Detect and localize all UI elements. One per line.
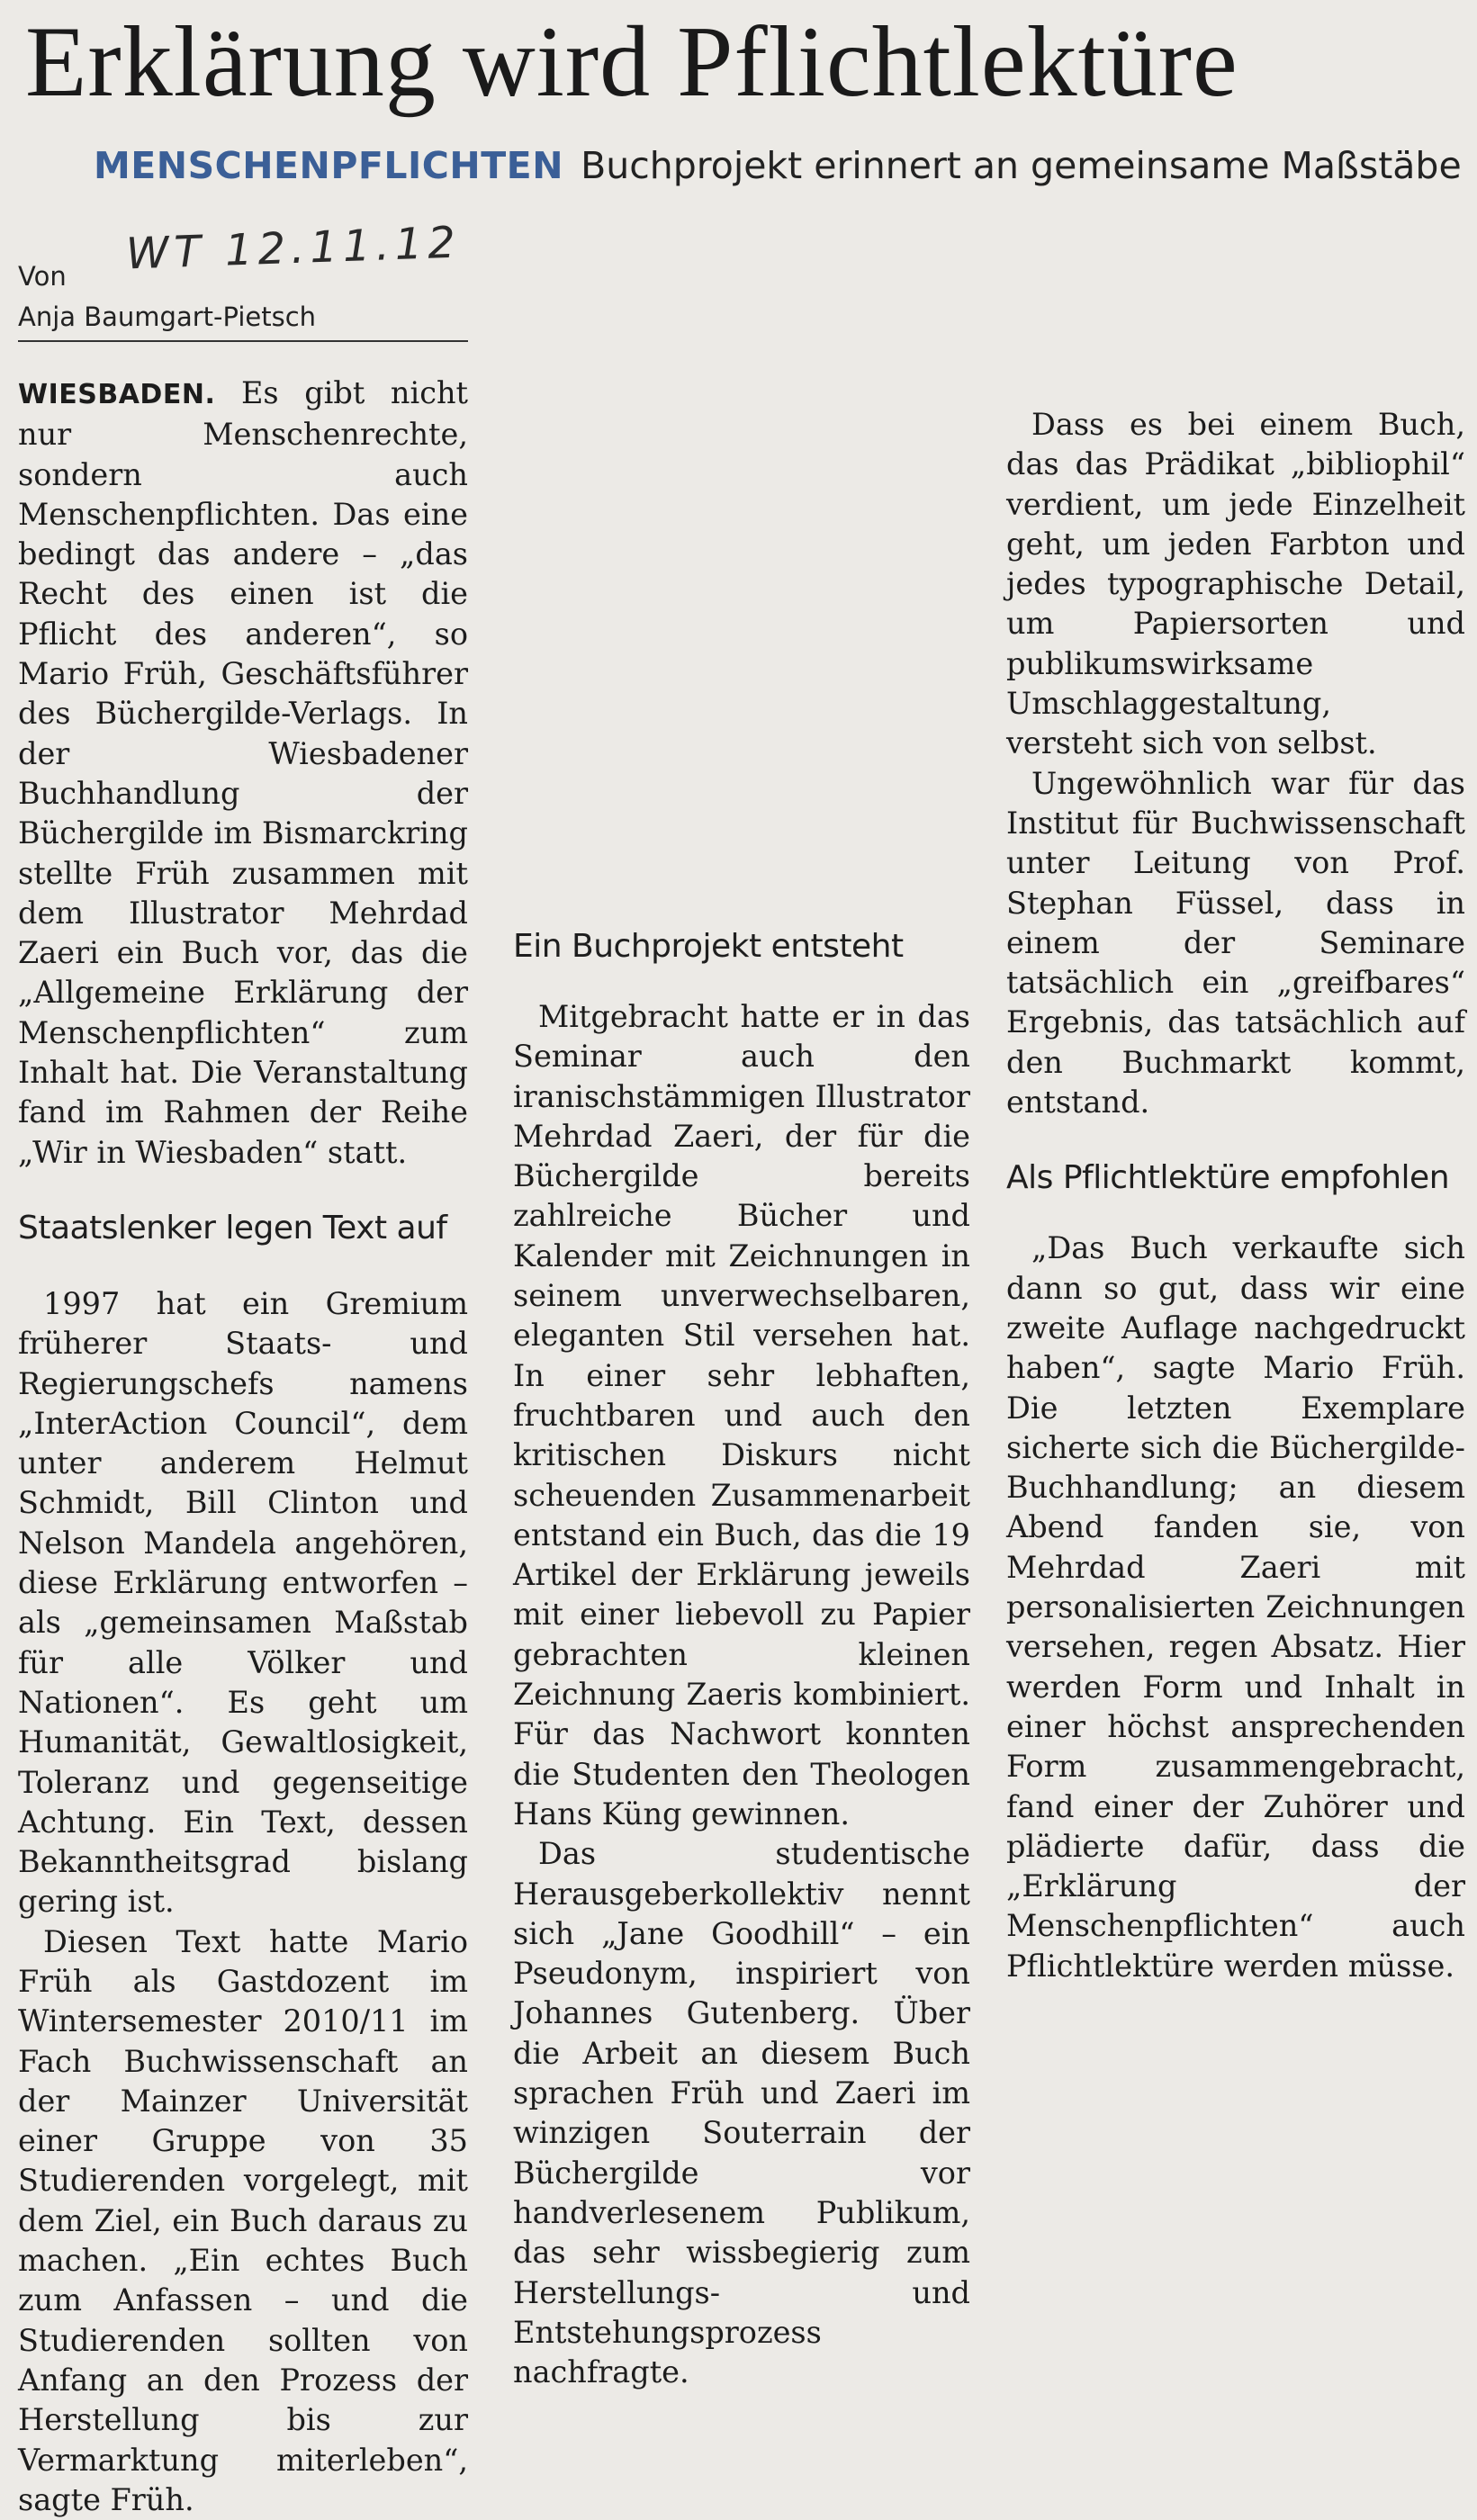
paragraph-4: Mitgebracht hatte er in das Seminar auch den iranischstämmigen Illustrator Mehrdad Zaeri, der für die Büchergilde bereits zahlreiche Bücher und Kalender mit Zeichnungen in seinem unverwechselbaren, eleganten Stil versehen hat. In einer sehr lebhaften, fruchtbaren und auch den kritischen Diskurs nicht scheuenden Zusammenarbeit entstand ein Buch, das die 19 Artikel der Erklärung jeweils mit einer liebevoll zu Papier gebrachten kleinen Zeichnung Zaeris kombiniert. Für das Nachwort konnten die Studenten den Theologen Hans Küng gewinnen. <box>513 999 970 1832</box>
paragraph-2: 1997 hat ein Gremium früherer Staats- und Regierungschefs namens „InterAction Council“, dem unter anderem Helmut Schmidt, Bill Clinton und Nelson Mandela angehören, diese Erklärung entworfen – als „gemeinsamen Maßstab für alle Völker und Nationen“. Es geht um Humanität, Gewaltlosigkeit, Toleranz und gegenseitige Achtung. Ein Text, dessen Bekanntheitsgrad bislang gering ist. <box>18 1285 468 1920</box>
column-2-continuation-space <box>513 252 970 927</box>
paragraph-5: Das studentische Herausgeberkollektiv nennt sich „Jane Goodhill“ – ein Pseudonym, inspiriert von Johannes Gutenberg. Über die Arbeit an diesem Buch sprachen Früh und Zaeri im winzigen Souterrain der Büchergilde vor handverlesenem Publikum, das sehr wissbegierig zum Herstellungs- und Entstehungsprozess nachfragte. <box>513 1836 970 2390</box>
subheading-pflichtlektuere: Als Pflichtlektüre empfohlen <box>1006 1159 1450 1197</box>
paragraph-7: Ungewöhnlich war für das Institut für Buchwissenschaft unter Leitung von Prof. Stephan Füssel, dass in einem der Seminare tatsächlich ein „greifbares“ Ergebnis, das tatsächlich auf den Buchmarkt kommt, entstand. <box>1006 765 1465 1120</box>
article-column-1 <box>18 374 468 2520</box>
paragraph-8: „Das Buch verkaufte sich dann so gut, dass wir eine zweite Auflage nachgedruckt haben“, sagte Mario Früh. Die letzten Exemplare sicherte sich die Büchergilde-Buchhandlung; an diesem Abend fanden sie, von Mehrdad Zaeri mit personalisierten Zeichnungen versehen, regen Absatz. Hier werden Form und Inhalt in einer höchst ansprechenden Form zusammengebracht, fand einer der Zuhörer und plädierte dafür, dass die „Erklärung der Menschenpflichten“ auch Pflichtlektüre werden müsse. <box>1006 1230 1465 1984</box>
subheadline <box>94 144 1462 187</box>
subheading-buchprojekt: Ein Buchprojekt entsteht <box>513 928 904 965</box>
paragraph-intro <box>18 374 468 1173</box>
paragraph-3: Diesen Text hatte Mario Früh als Gastdozent im Wintersemester 2010/11 im Fach Buchwissenschaft an der Mainzer Universität einer Gruppe von 35 Studierenden vorgelegt, mit dem Ziel, ein Buch daraus zu machen. „Ein echtes Buch zum Anfassen – und die Studierenden sollten von Anfang an den Prozess der Herstellung bis zur Vermarktung miterleben“, sagte Früh. <box>18 1923 468 2517</box>
byline-divider <box>18 340 468 342</box>
byline-prefix: Von <box>18 261 67 292</box>
subheading-staatslenker: Staatslenker legen Text auf <box>18 1209 447 1246</box>
subtitle: Buchprojekt erinnert an gemeinsame Maßstäbe <box>581 144 1462 187</box>
byline-author: Anja Baumgart-Pietsch <box>18 302 317 332</box>
dateline: WIESBADEN. <box>18 379 216 410</box>
article-column-3 <box>1006 252 1465 1986</box>
handwritten-note: WT 12.11.12 <box>125 217 462 280</box>
paragraph-6: Dass es bei einem Buch, das das Prädikat „bibliophil“ verdient, um jede Einzelheit geht, um jeden Farbton und jedes typographische Detail, um Papiersorten und publikumswirksame Umschlaggestaltung, versteht sich von selbst. <box>1006 407 1465 761</box>
headline: Erklärung wird Pflichtlektüre <box>25 6 1238 118</box>
byline <box>18 256 468 338</box>
paragraph-intro-text: Es gibt nicht nur Menschenrechte, sondern auch Menschenpflichten. Das eine bedingt das andere – „das Recht des einen ist die Pflicht des anderen“, so Mario Früh, Geschäftsführer des Büchergilde-Verlags. In der Wiesbadener Buchhandlung der Büchergilde im Bismarckring stellte Früh zusammen mit dem Illustrator Mehrdad Zaeri ein Buch vor, das die „Allgemeine Erklärung der Menschenpflichten“ zum Inhalt hat. Die Veranstaltung fand im Rahmen der Reihe „Wir in Wiesbaden“ statt. <box>18 375 468 1170</box>
article-column-2 <box>513 252 970 2392</box>
kicker: MENSCHENPFLICHTEN <box>94 144 564 187</box>
column-3-continuation-space <box>1006 252 1465 405</box>
